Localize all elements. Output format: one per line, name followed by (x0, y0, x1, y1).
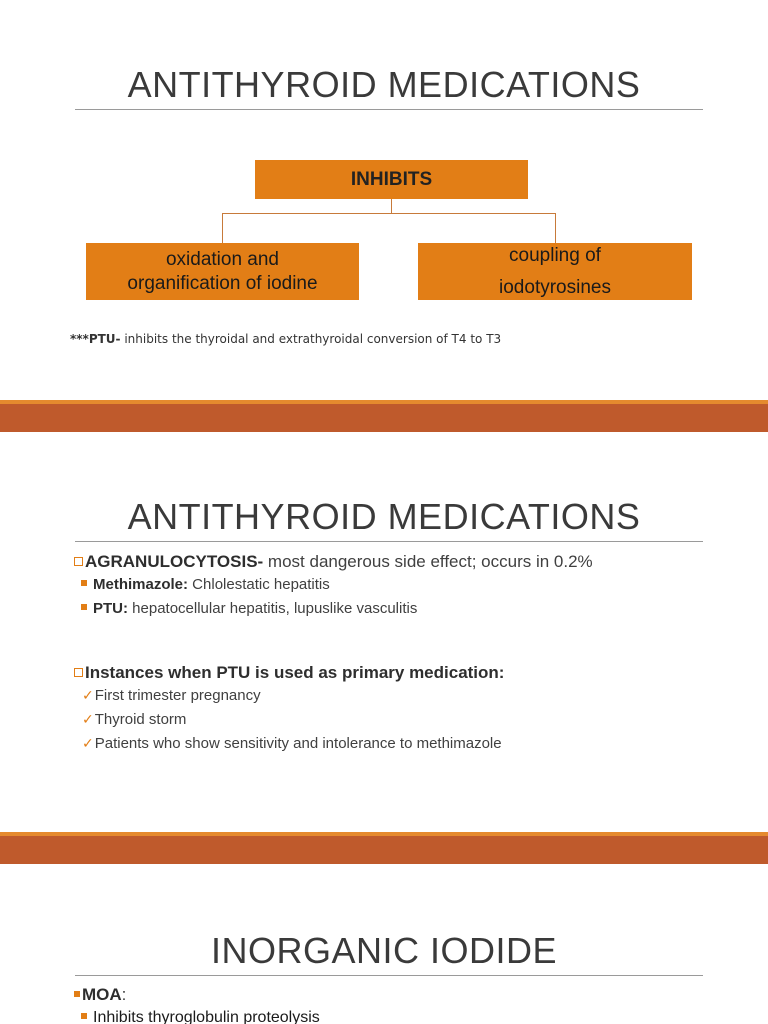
instances-heading-text: Instances when PTU is used as primary medication: (85, 663, 505, 682)
slide-1 (0, 0, 768, 400)
moa-colon: : (121, 985, 127, 1004)
instance-text: Patients who show sensitivity and intolerance to methimazole (94, 735, 502, 752)
ptu-label: PTU: (93, 600, 128, 617)
title-rule (75, 975, 703, 976)
ptu-item (81, 600, 417, 617)
oxidation-line-2: organification of iodine (127, 272, 318, 294)
methimazole-label: Methimazole: (93, 576, 189, 593)
slide-1-title: ANTITHYROID MEDICATIONS (127, 64, 641, 105)
slide-3 (0, 864, 768, 1024)
checkmark-icon: ✓ (82, 735, 94, 751)
bullet-icon (74, 991, 80, 997)
agranulocytosis-item (74, 552, 593, 572)
oxidation-line-1: oxidation and (165, 248, 280, 270)
ptu-note-prefix: ***PTU- (70, 332, 121, 346)
moa-label: MOA (82, 985, 122, 1004)
square-bullet-icon (74, 557, 83, 566)
slide-divider-2 (0, 832, 768, 864)
square-bullet-icon (74, 668, 83, 677)
instance-text: First trimester pregnancy (94, 687, 261, 704)
slide-divider-1 (0, 400, 768, 432)
bullet-icon (81, 580, 87, 586)
diagram-oxidation-box (86, 243, 359, 300)
instance-text: Thyroid storm (94, 711, 187, 728)
instance-item (82, 711, 186, 728)
connector-horizontal (222, 213, 556, 214)
bullet-icon (81, 604, 87, 610)
connector-left (222, 213, 223, 243)
diagram-coupling-box (418, 243, 692, 300)
checkmark-icon: ✓ (82, 711, 94, 727)
checkmark-icon: ✓ (82, 687, 94, 703)
instances-heading (74, 663, 504, 683)
title-rule (75, 109, 703, 110)
slide-2-title: ANTITHYROID MEDICATIONS (127, 496, 641, 537)
instance-item (82, 687, 261, 704)
coupling-line-2: iodotyrosines (499, 276, 611, 298)
coupling-line-1: coupling of (509, 244, 601, 266)
instance-item (82, 735, 502, 752)
ptu-note-text: inhibits the thyroidal and extrathyroidal conversion of T4 to T3 (120, 332, 502, 346)
divider-highlight (0, 832, 768, 836)
methimazole-text: Chlolestatic hepatitis (188, 576, 330, 593)
slide-2 (0, 432, 768, 832)
divider-highlight (0, 400, 768, 404)
connector-vertical (391, 199, 392, 213)
agranulocytosis-label: AGRANULOCYTOSIS- (85, 552, 264, 571)
title-rule (75, 541, 703, 542)
diagram-inhibits-box: INHIBITS (255, 160, 528, 199)
bullet-icon (81, 1013, 87, 1019)
moa-subitem-text: Inhibits thyroglobulin proteolysis (93, 1009, 320, 1024)
moa-subitem (81, 1009, 320, 1024)
connector-right (555, 213, 556, 243)
slide-3-title: INORGANIC IODIDE (210, 930, 558, 971)
agranulocytosis-text: most dangerous side effect; occurs in 0.2% (263, 552, 593, 571)
ptu-text: hepatocellular hepatitis, lupuslike vasculitis (128, 600, 418, 617)
moa-item (74, 985, 126, 1005)
methimazole-item (81, 576, 330, 593)
ptu-note (70, 332, 501, 346)
